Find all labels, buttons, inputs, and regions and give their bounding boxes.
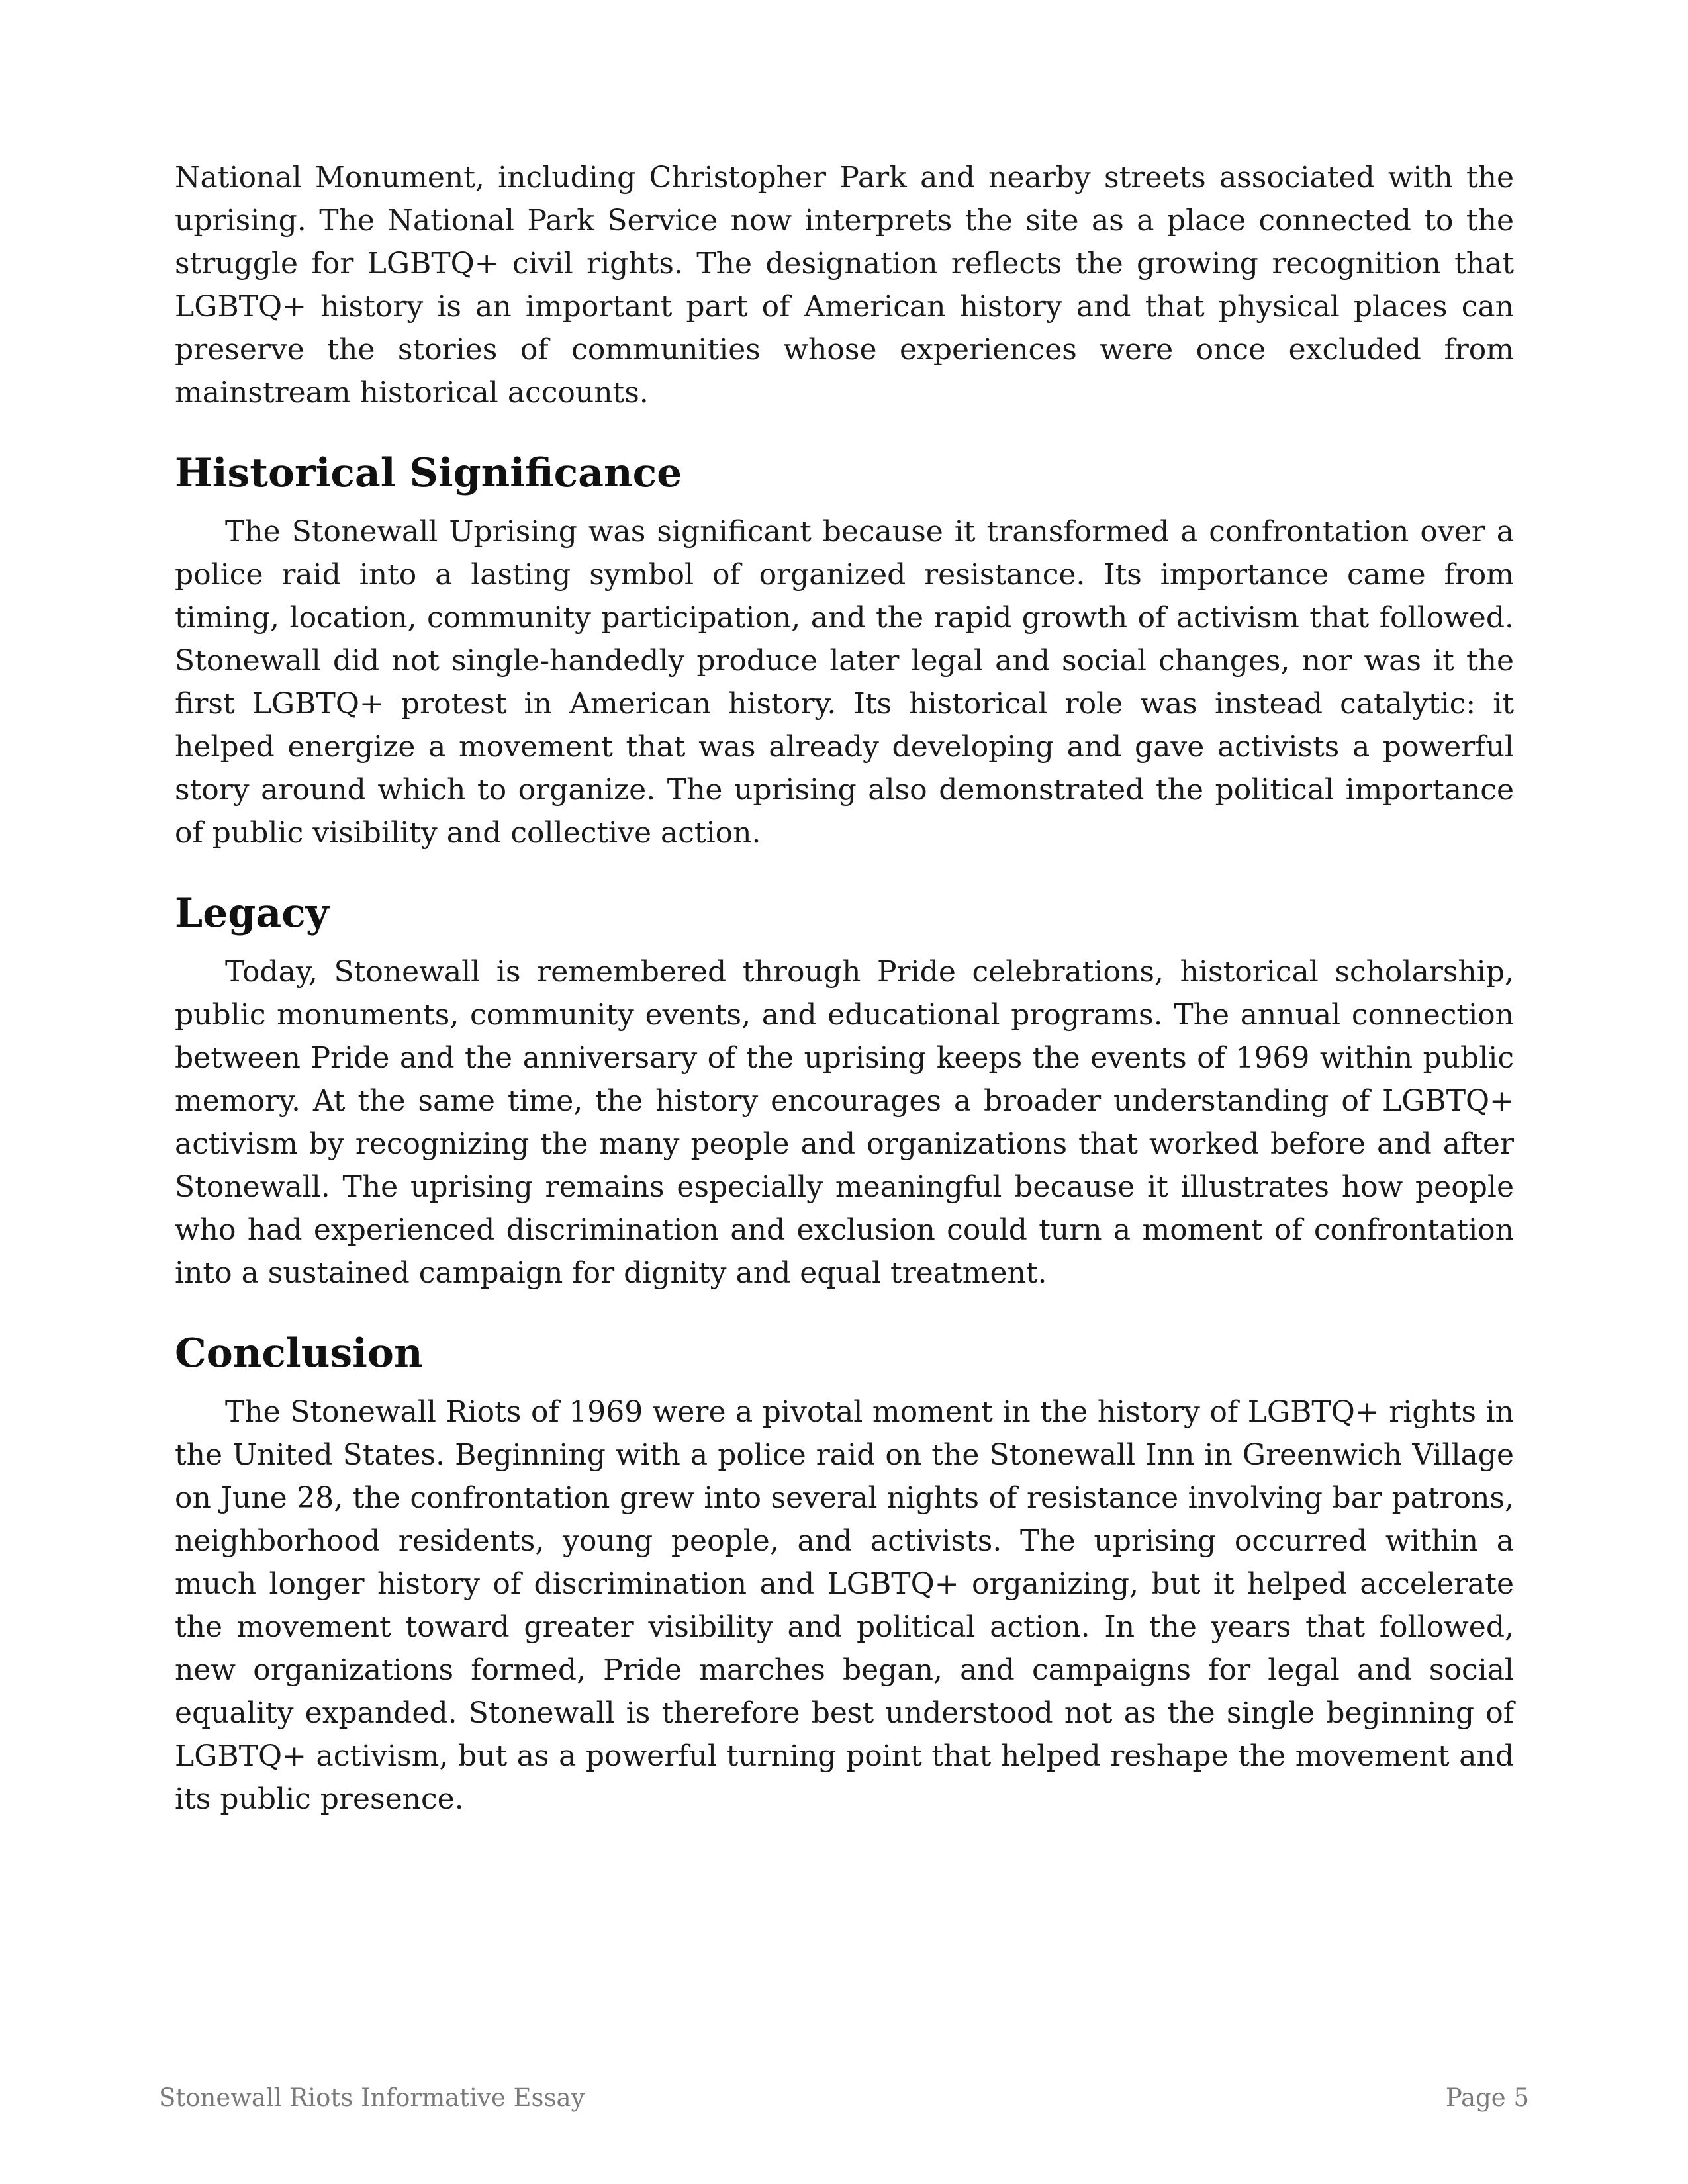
section-body-conclusion: The Stonewall Riots of 1969 were a pivotal moment in the history of LGBTQ+ rights in the United States. Beginning with a police raid on the Stonewall Inn in Greenwich Village on June 28, the confrontation grew into several nights of resistance involving bar patrons, neighborhood residents, young people, and activists. The uprising occurred within a much longer history of discrimination and LGBTQ+ organizing, but it helped accelerate the movement toward greater visibility and political action. In the years that followed, new organizations formed, Pride marches began, and campaigns for legal and social equality expanded. Stonewall is therefore best understood not as the single beginning of LGBTQ+ activism, but as a powerful turning point that helped reshape the movement and its public presence. — [175, 1395, 1514, 1816]
section-heading-conclusion: Conclusion — [175, 1330, 423, 1377]
section-heading-historical-significance: Historical Significance — [175, 450, 682, 496]
intro-paragraph: National Monument, including Christopher Park and nearby streets associated with the uprising. The National Park Service now interprets the site as a place connected to the struggle for LGBTQ+ civil rights. The designation reflects the growing recognition that LGBTQ+ history is an important part of American history and that physical places can preserve the stories of communities whose experiences were once excluded from mainstream historical accounts. — [175, 161, 1514, 410]
section-heading-legacy: Legacy — [175, 890, 329, 936]
footer-document-title: Stonewall Riots Informative Essay — [159, 2083, 585, 2112]
footer-page-number: Page 5 — [1445, 2083, 1529, 2112]
section-body-legacy: Today, Stonewall is remembered through Pride celebrations, historical scholarship, public monuments, community events, and educational programs. The annual connection between Pride and the anniversary of the uprising keeps the events of 1969 within public memory. At the same time, the history encourages a broader understanding of LGBTQ+ activism by recognizing the many people and organizations that worked before and after Stonewall. The uprising remains especially meaningful because it illustrates how people who had experienced discrimination and exclusion could turn a moment of confrontation into a sustained campaign for dignity and equal treatment. — [175, 955, 1514, 1290]
page-content — [175, 156, 1514, 1821]
section-body-historical-significance: The Stonewall Uprising was significant because it transformed a confrontation over a police raid into a lasting symbol of organized resistance. Its importance came from timing, location, community participation, and the rapid growth of activism that followed. Stonewall did not single-handedly produce later legal and social changes, nor was it the first LGBTQ+ protest in American history. Its historical role was instead catalytic: it helped energize a movement that was already developing and gave activists a powerful story around which to organize. The uprising also demonstrated the political importance of public visibility and collective action. — [175, 515, 1514, 850]
